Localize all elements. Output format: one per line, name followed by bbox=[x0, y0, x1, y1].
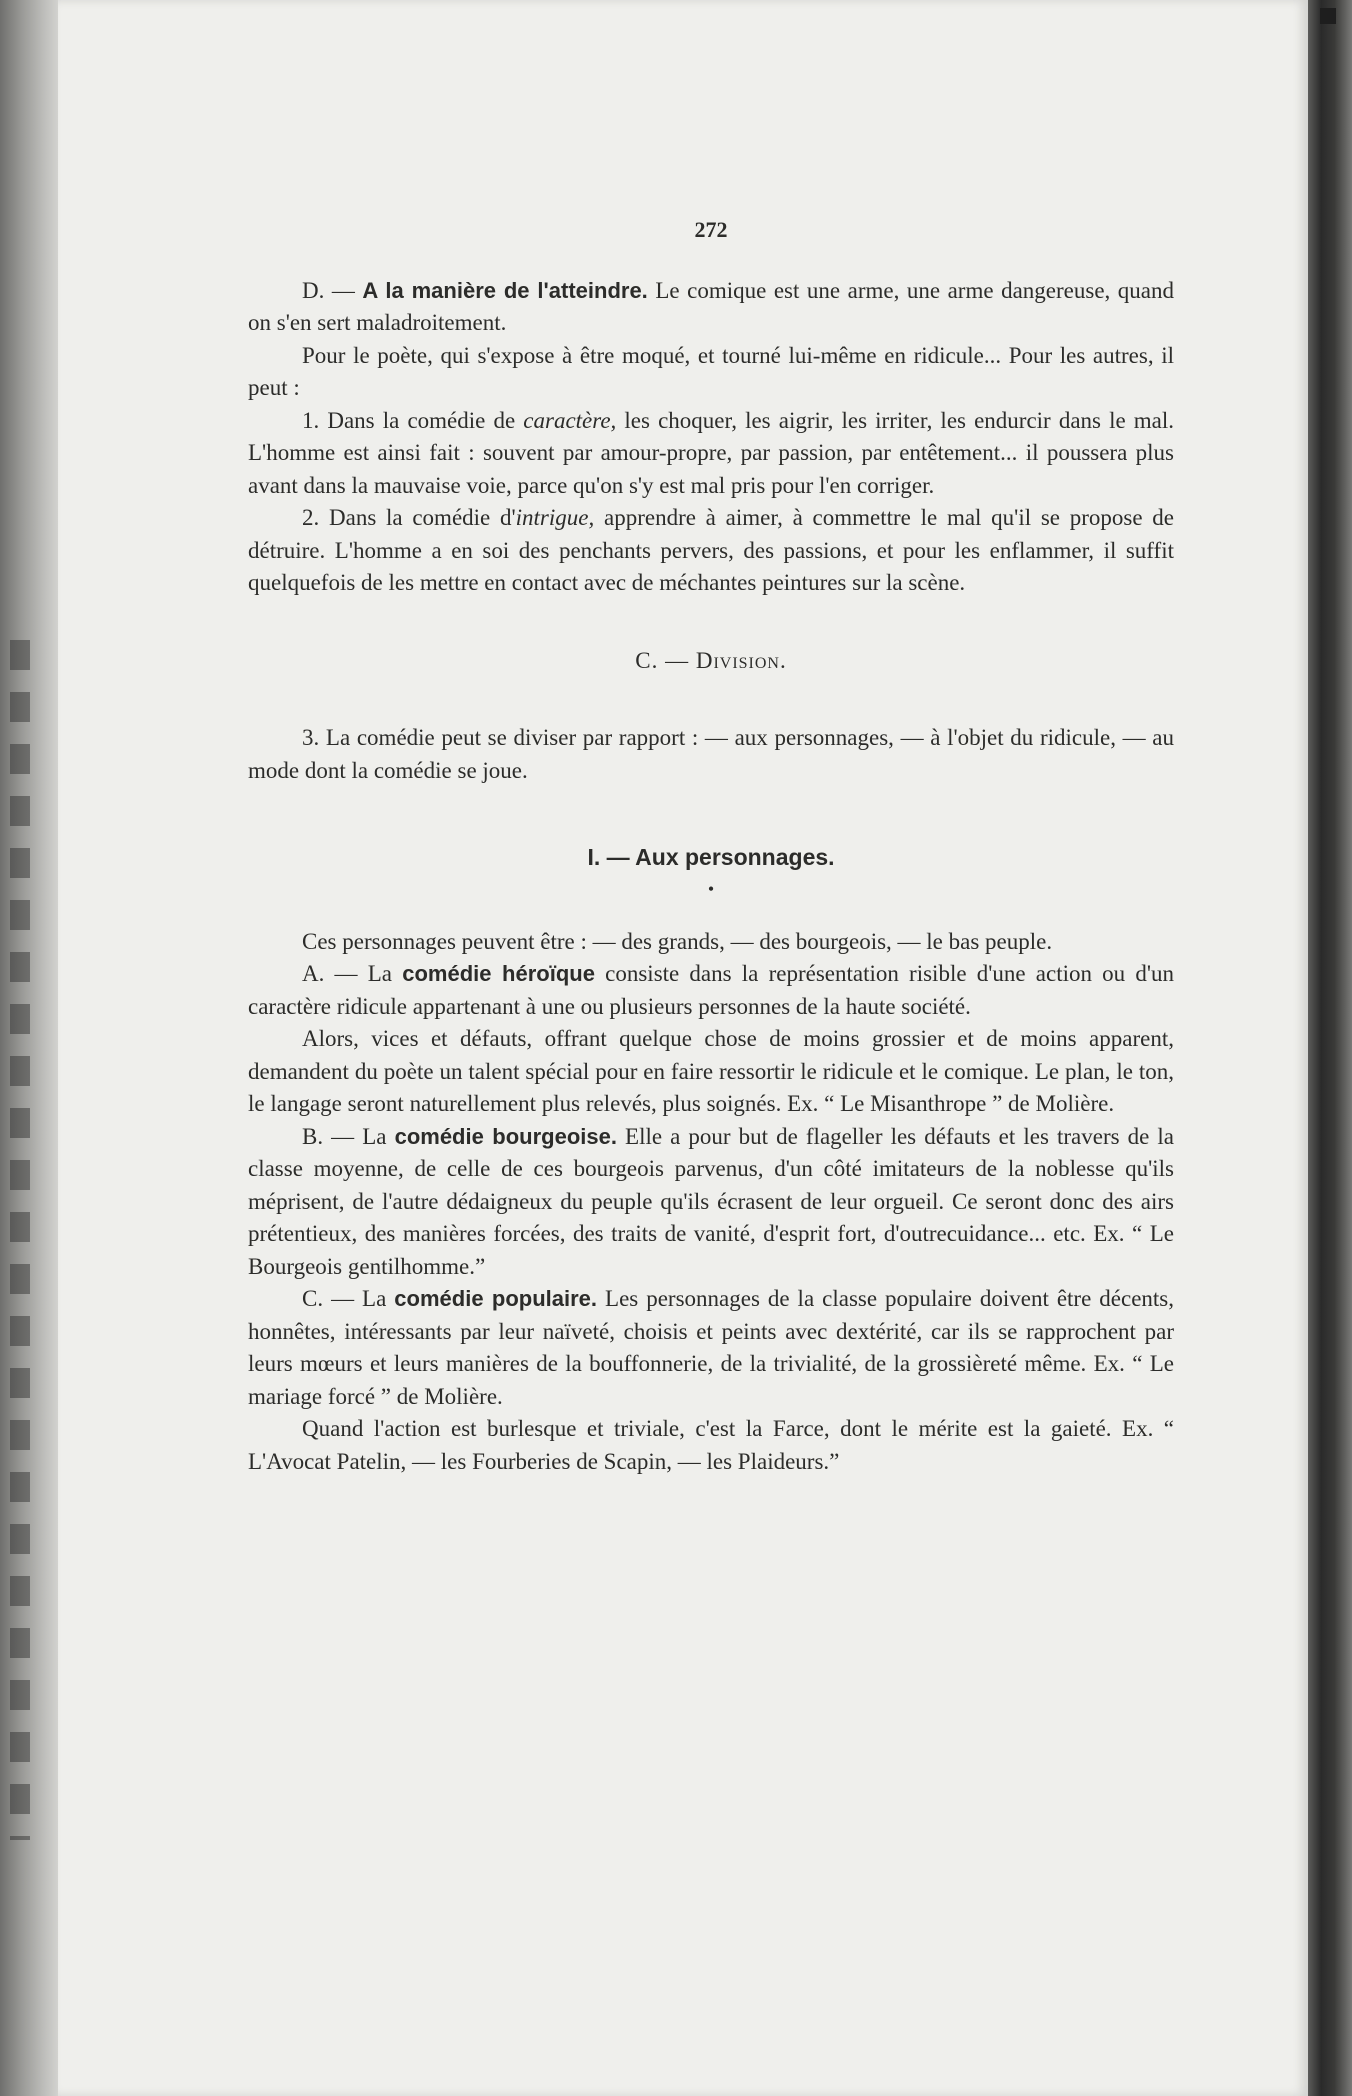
paragraph-3-text: La comédie peut se diviser par rapport : — aux personnages, — à l'objet du ridicule, — au mode dont la comédie se joue. bbox=[248, 725, 1175, 783]
comedie-heroique-term: comédie héroïque bbox=[402, 961, 595, 986]
corner-mark bbox=[1320, 8, 1336, 24]
comedie-bourgeoise-label: B. — La bbox=[302, 1123, 387, 1149]
item-2-text-end: apprendre à aimer, à commettre le mal qu'il se propose de détruire. L'homme a en soi des penchants pervers, des passions, et pour les enflammer, il suffit quelquefois de les mettre en contact avec de méchantes peintures sur la scène. bbox=[248, 505, 1175, 595]
item-1-number: 1. bbox=[302, 407, 320, 433]
item-1-emphasis: caractère, bbox=[523, 407, 617, 433]
item-2-paragraph bbox=[248, 502, 1174, 600]
page-text bbox=[248, 214, 1174, 1478]
item-2-number: 2. bbox=[302, 505, 320, 530]
comedie-heroique-text: consiste dans la représentation risible d'une action ou d'un caractère ridicule appartenant à une ou plusieurs personnes de la haute société. bbox=[248, 961, 1175, 1019]
section-d-intro: Le comique est une arme, une arme dangereuse, quand on s'en sert maladroitement. bbox=[248, 277, 1175, 335]
binding-strip bbox=[10, 640, 30, 1840]
item-2-emphasis: intrigue, bbox=[515, 505, 595, 530]
scan-right-edge bbox=[1308, 0, 1352, 2096]
farce-paragraph: Quand l'action est burlesque et triviale, c'est la Farce, dont le mérite est la gaieté. Ex. “ L'Avocat Patelin, — les Fourberies de Scapin, — les Plaideurs.” bbox=[248, 1416, 1174, 1474]
comedie-heroique-paragraph bbox=[248, 958, 1174, 1023]
personnages-heading: I. — Aux personnages. bbox=[587, 844, 835, 870]
division-heading bbox=[248, 645, 1174, 678]
division-title: Division. bbox=[695, 647, 787, 673]
section-d-title: A la manière de l'atteindre. bbox=[362, 277, 648, 303]
item-1-paragraph bbox=[248, 405, 1174, 503]
comedie-populaire-term: comédie populaire. bbox=[394, 1286, 598, 1311]
item-2-text-start: Dans la comédie d' bbox=[329, 505, 516, 530]
comedie-populaire-text: Les personnages de la classe populaire doivent être décents, honnêtes, intéressants par leur naïveté, choisis et peints avec dextérité, car ils se rapprochent par leurs mœurs et leurs manières de la bouffonnerie, de la trivialité, de la grossièreté même. Ex. “ Le mariage forcé ” de Molière. bbox=[248, 1286, 1174, 1409]
section-d-paragraph bbox=[248, 275, 1174, 340]
personnages-intro: Ces personnages peuvent être : — des grands, — des bourgeois, — le bas peuple. bbox=[302, 928, 1053, 954]
paragraph-3-number: 3. bbox=[302, 725, 320, 750]
comedie-heroique-label: A. — La bbox=[302, 961, 393, 986]
comedie-bourgeoise-term: comédie bourgeoise. bbox=[394, 1123, 617, 1149]
comedie-populaire-paragraph bbox=[248, 1283, 1174, 1413]
comedie-bourgeoise-paragraph bbox=[248, 1121, 1174, 1284]
comedie-populaire-label: C. — La bbox=[302, 1286, 387, 1311]
paragraph-3 bbox=[248, 722, 1174, 787]
item-1-text-end: les choquer, les aigrir, les irriter, les endurcir dans le mal. L'homme est ainsi fait : souvent par amour-propre, par passion, par entêtement... il poussera plus avant dans la mauvaise voie, parce qu'on s'y est mal pris pour l'en corriger. bbox=[248, 407, 1175, 498]
poet-paragraph: Pour le poète, qui s'expose à être moqué, et tourné lui-même en ridicule... Pour les autres, il peut : bbox=[248, 342, 1174, 400]
page-number: 272 bbox=[694, 217, 728, 242]
division-label: C. — bbox=[635, 647, 690, 673]
item-1-text-start: Dans la comédie de bbox=[327, 407, 516, 433]
comedie-heroique-paragraph-2: Alors, vices et défauts, offrant quelque chose de moins grossier et de moins apparent, demandent du poète un talent spécial pour en faire ressortir le ridicule et le comique. Le plan, le ton, le langage seront naturellement plus relevés, plus soignés. Ex. “ Le Misanthrope ” de Molière. bbox=[248, 1026, 1174, 1116]
bullet-mark: • bbox=[707, 878, 715, 899]
comedie-bourgeoise-text: Elle a pour but de flageller les défauts et les travers de la classe moyenne, de celle de ces bourgeois parvenus, d'un côté imitateurs de la noblesse qu'ils méprisent, de l'autre dédaigneux du peuple qu'ils écrasent de leur orgueil. Ce seront donc des airs prétentieux, des manières forcées, des traits de vanité, d'esprit fort, d'outrecuidance... etc. Ex. “ Le Bourgeois gentilhomme.” bbox=[248, 1123, 1174, 1279]
section-d-label: D. — bbox=[302, 277, 355, 303]
